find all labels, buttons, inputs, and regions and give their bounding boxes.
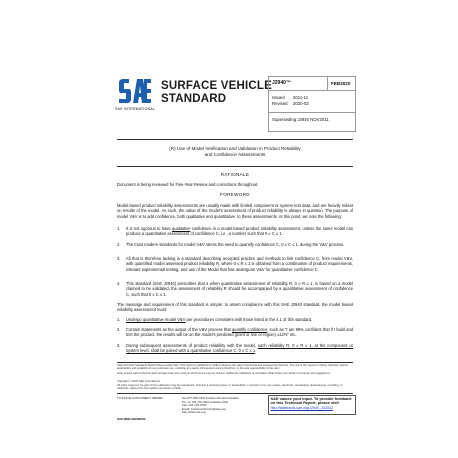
feedback-text: SAE values your input. To provide feedback on this Technical Report, please visit bbox=[270, 396, 352, 406]
title-line-1: SURFACE VEHICLE bbox=[161, 80, 272, 92]
contact-line: Tel: +1 724-776-4970 (outside USA) bbox=[182, 399, 229, 404]
table-divider bbox=[269, 90, 355, 91]
item-number: 1. bbox=[117, 226, 121, 231]
title-line-2: STANDARD bbox=[161, 93, 227, 105]
header-rule bbox=[117, 139, 353, 140]
rationale-text: Document is being reviewed for Five-Year Review and corrections throughout. bbox=[117, 182, 259, 187]
document-subject bbox=[117, 146, 353, 158]
list-item: 2. The most modern standards for model V&V stress the need to quantify confidence C, 0 ≤ C ≤ 1, during the V&V process. bbox=[117, 242, 345, 247]
list-item: 3. During subsequent assessments of product reliability with the model, each reliability R, 0 ≤ R ≤ 1, at the component or system level, shall be paired with a quantitative confidence C, 0 ≤ C ≤ 1. bbox=[117, 343, 353, 354]
issued-value: 2011-11 bbox=[293, 95, 309, 100]
fine-print-rights: All rights reserved. No part of this publication may be reproduced, stored in a retrieval system or transmitted, in any form or by any means, electronic, mechanical, photocopying, recording, or otherwise, without the prior written permission of SAE. bbox=[117, 384, 343, 391]
logo-subtitle: SAE INTERNATIONAL bbox=[115, 107, 156, 111]
table-divider bbox=[269, 112, 355, 113]
contact-line: Email: CustomerService@sae.org bbox=[182, 406, 226, 411]
subject-line-1: (R) Use of Model Verification and Validation in Product Reliability bbox=[169, 146, 301, 151]
fine-print-copyright: Copyright © 2020 SAE International bbox=[117, 380, 160, 383]
contact-link[interactable]: http://www.sae.org bbox=[182, 410, 206, 415]
contact-line: Fax: 724-776-0790 bbox=[182, 403, 207, 408]
footer-rule bbox=[117, 362, 353, 363]
foreword-heading: FOREWORD bbox=[220, 192, 250, 197]
item-number: 3. bbox=[117, 343, 121, 348]
item-number: 3. bbox=[117, 256, 121, 261]
document-meta-table bbox=[268, 76, 356, 132]
item-number: 1. bbox=[117, 317, 121, 322]
document-type-title bbox=[161, 80, 272, 106]
contact-line: Tel: 877-606-7323 (inside USA and Canada) bbox=[182, 396, 239, 400]
item-number: 2. bbox=[117, 327, 121, 332]
footer-rule bbox=[117, 393, 353, 394]
revised-value: 2020-02 bbox=[293, 101, 309, 106]
subject-rule bbox=[117, 166, 353, 167]
issued-label: Issued bbox=[272, 95, 285, 100]
list-item: 4. This standard (SAE J2940) prescribes that a when quantitative assessment of reliability R, 0 ≤ R ≤ 1, is based on a model claimed to be validated, the assessment of reliability R should be accompanied by a quantitative assessment of confidence C, such that 0 ≤ C ≤ 1. bbox=[117, 281, 354, 297]
feedback-box bbox=[268, 395, 356, 415]
list-item: 3. All that is therefore lacking is a standard describing accepted practice and methods to link confidence C, from model V&V, with quantified model assessed product reliability R, where 0 ≤ R ≤ 1 is obtained from a combination of product requirements, relevant experimental testing, and use of the Model that has undergone V&V for quantitative confidence C. bbox=[117, 256, 353, 272]
sae-logo-icon bbox=[117, 77, 153, 107]
rationale-heading: RATIONALE bbox=[220, 172, 250, 177]
superseding: Superseding J2940 NOV2011 bbox=[272, 117, 329, 122]
foreword-paragraph: Model-based product reliability assessments are usually made with limited component or system test data, and are heavily reliant on results of the model. As such, the value of the model's assessment of product reliability is always in question. The purpose of model V&V is to add confidence, both qualitative and quantitative, to these assessments. At this point, we note the following: bbox=[117, 203, 353, 219]
sae-web-address: SAE WEB ADDRESS: bbox=[117, 417, 147, 421]
doc-number: J2940™ bbox=[272, 80, 291, 86]
item-number: 4. bbox=[117, 281, 121, 286]
revised-label: Revised bbox=[272, 101, 288, 106]
table-divider bbox=[327, 77, 328, 90]
doc-code: FEB2020 bbox=[331, 81, 351, 86]
subject-line-2: and Confidence Assessments bbox=[204, 152, 266, 158]
list-item: 2. Contain statements as the output of the V&V process that quantify confidence, such as "I am 90% confident that if I build and test the product, the results will be on the model's predicted (point or line or region) ±12%" etc. bbox=[117, 327, 354, 338]
fine-print-2: SAE reviews each technical report at least every five years at which time it may be revised, reaffirmed, stabilized, or cancelled. SAE invites your written comments and suggestions. bbox=[117, 372, 331, 375]
list-item: 1. It is not rigorous to have qualitative confidence in a model-based product reliability assessment, unless the same model can produce a quantitative assessment of confidence C, i.e., a number such that 0 ≤ C ≤ 1. bbox=[117, 226, 353, 237]
message-paragraph: The message and requirement of this standard is simple: to assert compliance with this SAE J2940 standard, the model based reliability assessment must: bbox=[117, 302, 353, 313]
item-number: 2. bbox=[117, 242, 121, 247]
list-item: 1. Undergo quantitative model V&V per procedures consistent with those listed in the 4.1 of this standard. bbox=[117, 317, 313, 322]
order-title: TO PLACE A DOCUMENT ORDER: bbox=[117, 396, 164, 400]
feedback-link[interactable]: http://standards.sae.org/J2940_202002 bbox=[270, 405, 334, 410]
fine-print-1: SAE Technical Standards Board Rules provide that: "This report is published by SAE to advance the state of technical and engineering sciences. The use of this report is entirely voluntary, and its applicability and suitability for any particular use, including any patent infringement arising therefrom, is the sole responsibility of the user." bbox=[117, 364, 348, 371]
order-contacts bbox=[182, 397, 239, 415]
